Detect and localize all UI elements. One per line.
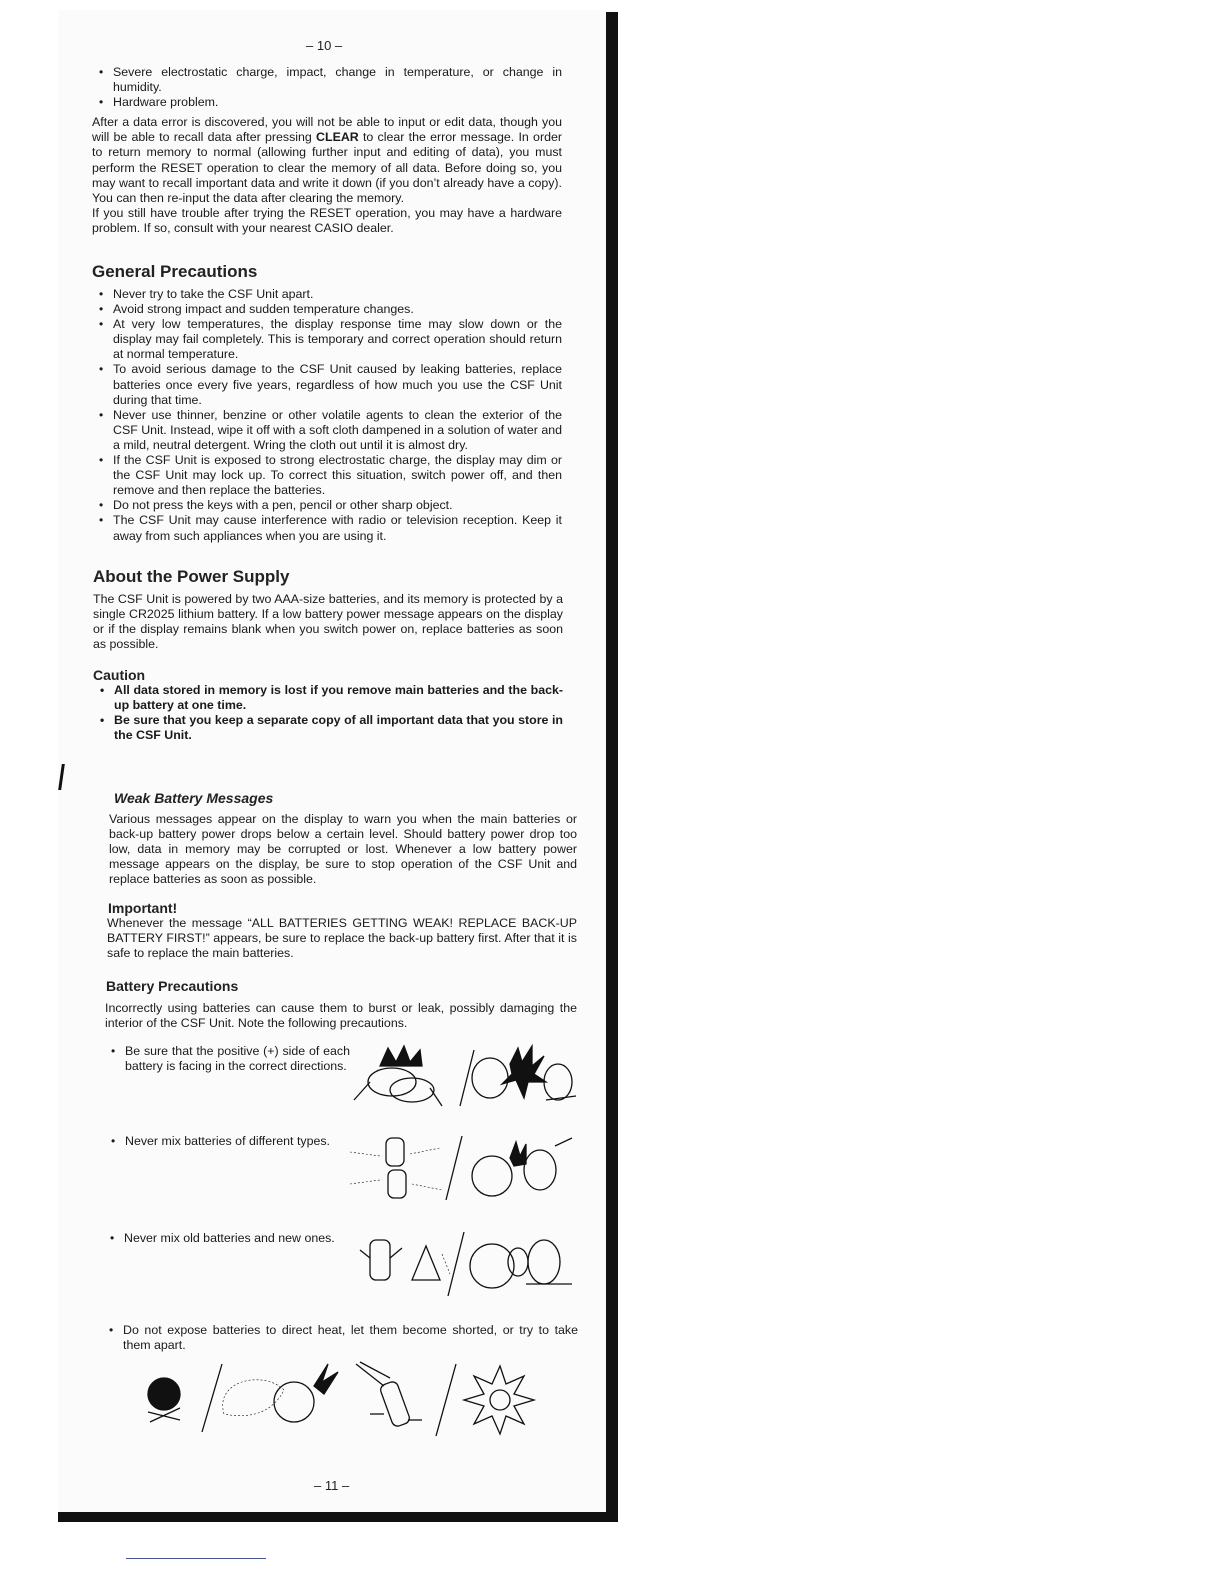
battery-item-text: • Do not expose batteries to direct heat, let them become shorted, or try to take them apart. xyxy=(102,1323,578,1353)
scan-border-right xyxy=(606,12,618,1522)
battery-direction-illustration xyxy=(350,1044,580,1110)
battery-types-illustration xyxy=(350,1132,580,1206)
caution-item: • All data stored in memory is lost if you remove main batteries and the back-up battery at one time. xyxy=(93,683,563,713)
precaution-item: • To avoid serious damage to the CSF Unit caused by leaking batteries, replace batteries once every five years, regardless of how much you use the CSF Unit during that time. xyxy=(92,362,562,407)
battery-item-2 xyxy=(104,1134,350,1149)
heat-short-disassemble-illustration xyxy=(144,1360,536,1440)
caution-item: • Be sure that you keep a separate copy of all important data that you store in the CSF Unit. xyxy=(93,713,563,743)
power-supply-paragraph: The CSF Unit is powered by two AAA-size batteries, and its memory is protected by a single CR2025 lithium battery. If a low battery power message appears on the display or if the display remains blank when you switch power on, replace batteries as soon as possible. xyxy=(93,592,563,652)
error-paragraph-1 xyxy=(92,115,562,206)
error-paragraph-2: If you still have trouble after trying the RESET operation, you may have a hardware problem. If so, consult with your nearest CASIO dealer. xyxy=(92,205,562,235)
error-section xyxy=(92,65,562,236)
precaution-item: • The CSF Unit may cause interference with radio or television reception. Keep it away from such appliances when you are using it. xyxy=(92,513,562,543)
general-precautions-list xyxy=(92,287,562,544)
caution-list xyxy=(93,683,563,743)
caution-heading: Caution xyxy=(93,667,146,683)
battery-item-4 xyxy=(102,1323,578,1353)
clear-key-label: CLEAR xyxy=(316,130,359,145)
old-new-battery-illustration xyxy=(350,1228,580,1298)
page-number-top: – 10 – xyxy=(306,38,343,53)
battery-item-1 xyxy=(104,1044,350,1074)
precaution-item: • Avoid strong impact and sudden temperature changes. xyxy=(92,302,562,317)
battery-item-3 xyxy=(103,1231,349,1246)
precaution-item: • Do not press the keys with a pen, pencil or other sharp object. xyxy=(92,498,562,513)
weak-battery-paragraph: Various messages appear on the display to warn you when the main batteries or back-up battery power drops below a certain level. Should battery power drop too low, data in memory may be corrupted or lost. Whenever a low battery power message appears on the display, be sure to stop operation of the CSF Unit and replace batteries as soon as possible. xyxy=(109,812,577,887)
precaution-item: • Never use thinner, benzine or other volatile agents to clean the exterior of the CSF Unit. Instead, wipe it off with a soft cloth dampened in a solution of water and a mild, neutral detergent. Wring the cloth out until it is almost dry. xyxy=(92,408,562,453)
error-bullet: • Severe electrostatic charge, impact, change in temperature, or change in humidity. xyxy=(92,65,562,95)
important-paragraph: Whenever the message “ALL BATTERIES GETTING WEAK! REPLACE BACK-UP BATTERY FIRST!” appears, be sure to replace the back-up battery first. After that it is safe to replace the main batteries. xyxy=(107,916,577,961)
important-heading: Important! xyxy=(108,900,178,916)
precaution-item: • Never try to take the CSF Unit apart. xyxy=(92,287,562,302)
footer-rule xyxy=(126,1558,266,1559)
precaution-item: • At very low temperatures, the display response time may slow down or the display may fail completely. This is temporary and correct operation should return at normal temperature. xyxy=(92,317,562,362)
battery-precautions-heading: Battery Precautions xyxy=(106,978,239,994)
power-supply-heading: About the Power Supply xyxy=(93,567,290,586)
precaution-item: • If the CSF Unit is exposed to strong electrostatic charge, the display may dim or the CSF Unit may lock up. To correct this situation, switch power off, and then remove and then replace the batteries. xyxy=(92,453,562,498)
error-paragraph-1-start: After a data error is discovered, you will not be able to input or edit data, though you will be able to recall data after pressing xyxy=(92,115,562,145)
general-precautions-heading: General Precautions xyxy=(92,262,258,281)
page-number-bottom: – 11 – xyxy=(314,1478,350,1493)
error-bullet: • Hardware problem. xyxy=(92,95,562,110)
battery-item-text: • Never mix old batteries and new ones. xyxy=(103,1231,349,1246)
error-paragraph-1-end: to clear the error message. In order to return memory to normal (allowing further input and editing of data), you must perform the RESET operation to clear the memory of all data. Before doing so, you may want to recall important data and write it down (if you don’t already have a copy). You can then re-input the data after clearing the memory. xyxy=(92,130,562,205)
weak-battery-heading: Weak Battery Messages xyxy=(114,790,274,806)
battery-item-text: • Be sure that the positive (+) side of each battery is facing in the correct directions. xyxy=(104,1044,350,1074)
scan-border-bottom xyxy=(58,1512,618,1522)
battery-item-text: • Never mix batteries of different types. xyxy=(104,1134,350,1149)
battery-precautions-paragraph: Incorrectly using batteries can cause them to burst or leak, possibly damaging the interior of the CSF Unit. Note the following precautions. xyxy=(105,1001,577,1031)
